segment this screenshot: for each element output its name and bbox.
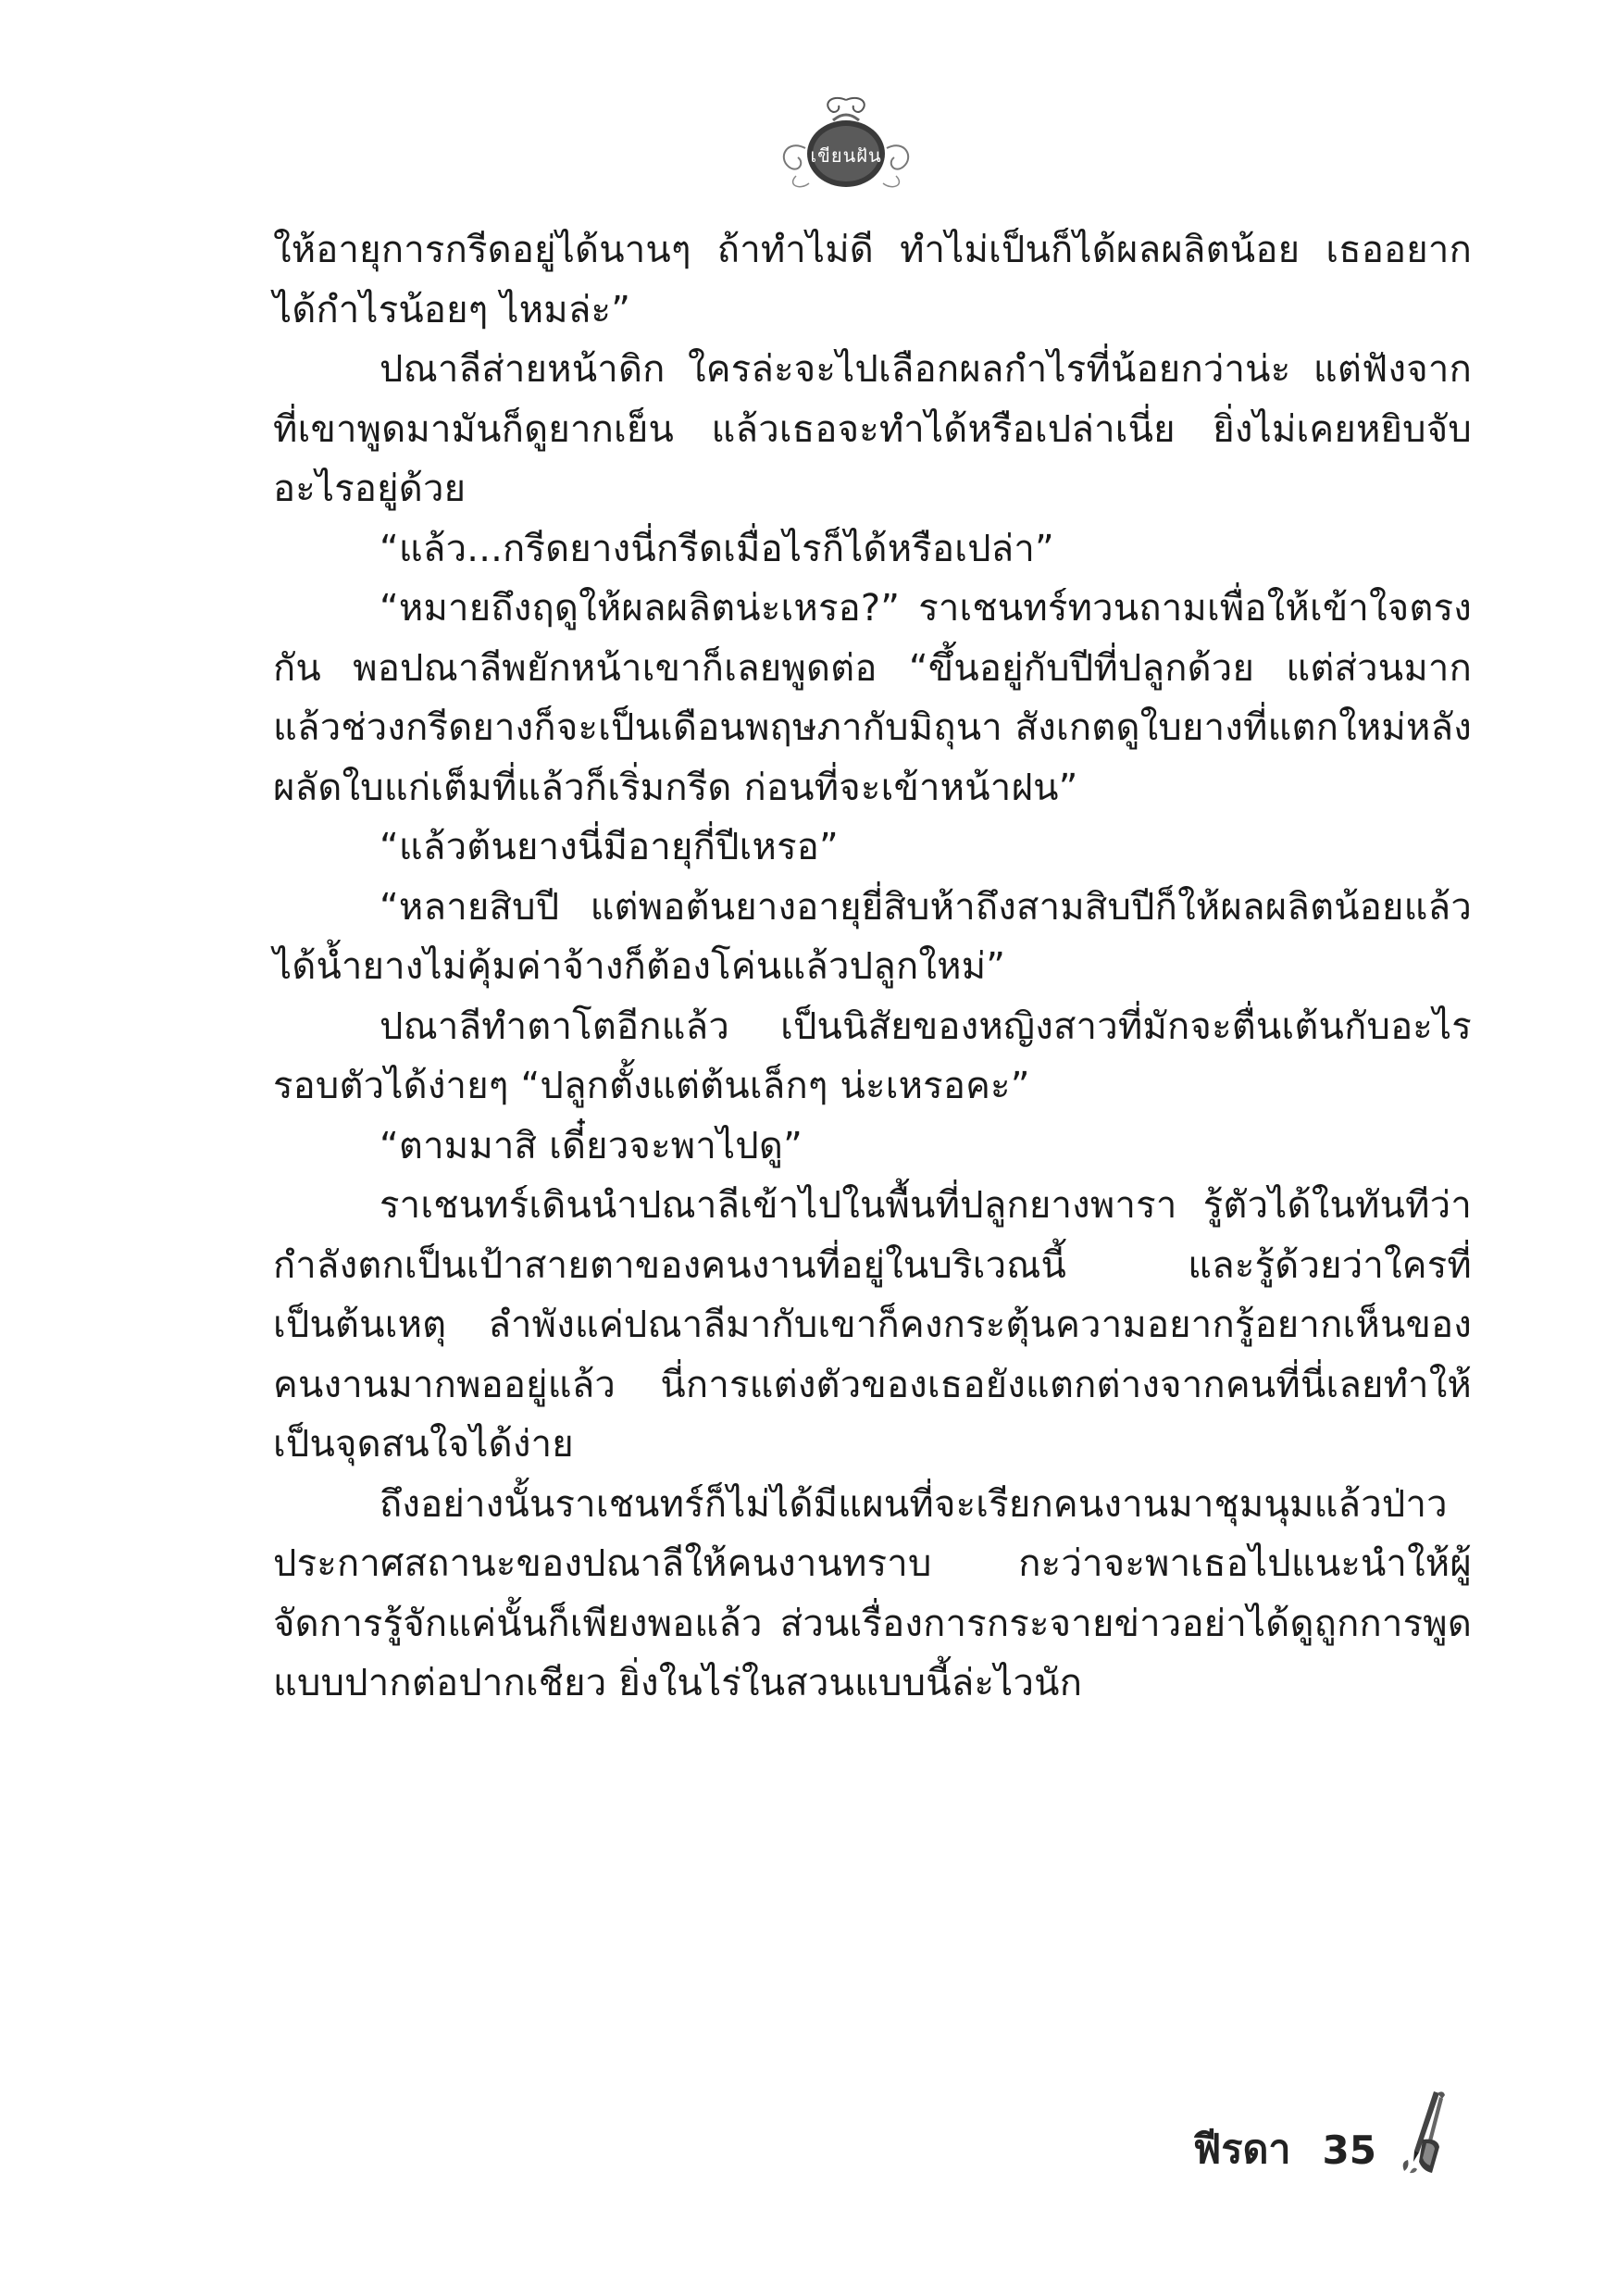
page-number: 35: [1322, 2128, 1376, 2173]
page-body: [273, 220, 1472, 1714]
paragraph: ถึงอย่างนั้นราเชนทร์ก็ไม่ได้มีแผนที่จะเรียกคนงานมาชุมนุมแล้วป่าวประกาศสถานะของปณาลีให้คนงานทราบ กะว่าจะพาเธอไปแนะนำให้ผู้จัดการรู้จักแค่นั้นก็เพียงพอแล้ว ส่วนเรื่องการกระจายข่าวอย่าได้ดูถูกการพูดแบบปากต่อปากเชียว ยิ่งในไร่ในสวนแบบนี้ล่ะไวนัก: [273, 1482, 1472, 1704]
paragraph: ปณาลีทำตาโตอีกแล้ว เป็นนิสัยของหญิงสาวที่มักจะตื่นเต้นกับอะไรรอบตัวได้ง่ายๆ “ปลูกตั้งแต่ต้นเล็กๆ น่ะเหรอคะ”: [273, 1004, 1472, 1107]
paragraph: “แล้ว...กรีดยางนี่กรีดเมื่อไรก็ได้หรือเปล่า”: [380, 527, 1054, 570]
author-name: ฟีรดา: [1192, 2127, 1291, 2173]
paragraph: “ตามมาสิ เดี๋ยวจะพาไปดู”: [380, 1124, 803, 1167]
paragraph: “หลายสิบปี แต่พอต้นยางอายุยี่สิบห้าถึงสามสิบปีก็ให้ผลผลิตน้อยแล้ว ได้น้ำยางไม่คุ้มค่าจ้างก็ต้องโค่นแล้วปลูกใหม่”: [273, 885, 1472, 988]
paragraph: ปณาลีส่ายหน้าดิก ใครล่ะจะไปเลือกผลกำไรที่น้อยกว่าน่ะ แต่ฟังจากที่เขาพูดมามันก็ดูยากเย็น แล้วเธอจะทำได้หรือเปล่าเนี่ย ยิ่งไม่เคยหยิบจับอะไรอยู่ด้วย: [273, 348, 1472, 510]
paragraph: ให้อายุการกรีดอยู่ได้นานๆ ถ้าทำไม่ดี ทำไม่เป็นก็ได้ผลผลิตน้อย เธออยากได้กำไรน้อยๆ ไหมล่ะ”: [273, 229, 1472, 331]
ornament-logo-icon: [768, 93, 924, 194]
shovel-pen-icon: [1391, 2088, 1456, 2176]
page-footer: [1193, 2088, 1456, 2176]
paragraph: ราเชนทร์เดินนำปณาลีเข้าไปในพื้นที่ปลูกยางพารา รู้ตัวได้ในทันทีว่ากำลังตกเป็นเป้าสายตาของคนงานที่อยู่ในบริเวณนี้ และรู้ด้วยว่าใครที่เป็นต้นเหตุ ลำพังแค่ปณาลีมากับเขาก็คงกระตุ้นความอยากรู้อยากเห็นของคนงานมากพออยู่แล้ว นี่การแต่งตัวของเธอยังแตกต่างจากคนที่นี่เลยทำให้เป็นจุดสนใจได้ง่าย: [273, 1184, 1472, 1466]
paragraph: “แล้วต้นยางนี่มีอายุกี่ปีเหรอ”: [380, 826, 839, 868]
logo-text: เขียนฝัน: [810, 144, 882, 167]
paragraph: “หมายถึงฤดูให้ผลผลิตน่ะเหรอ?” ราเชนทร์ทวนถามเพื่อให้เข้าใจตรงกัน พอปณาลีพยักหน้าเขาก็เลยพูดต่อ “ขึ้นอยู่กับปีที่ปลูกด้วย แต่ส่วนมากแล้วช่วงกรีดยางก็จะเป็นเดือนพฤษภากับมิถุนา สังเกตดูใบยางที่แตกใหม่หลังผลัดใบแก่เต็มที่แล้วก็เริ่มกรีด ก่อนที่จะเข้าหน้าฝน”: [273, 587, 1472, 809]
